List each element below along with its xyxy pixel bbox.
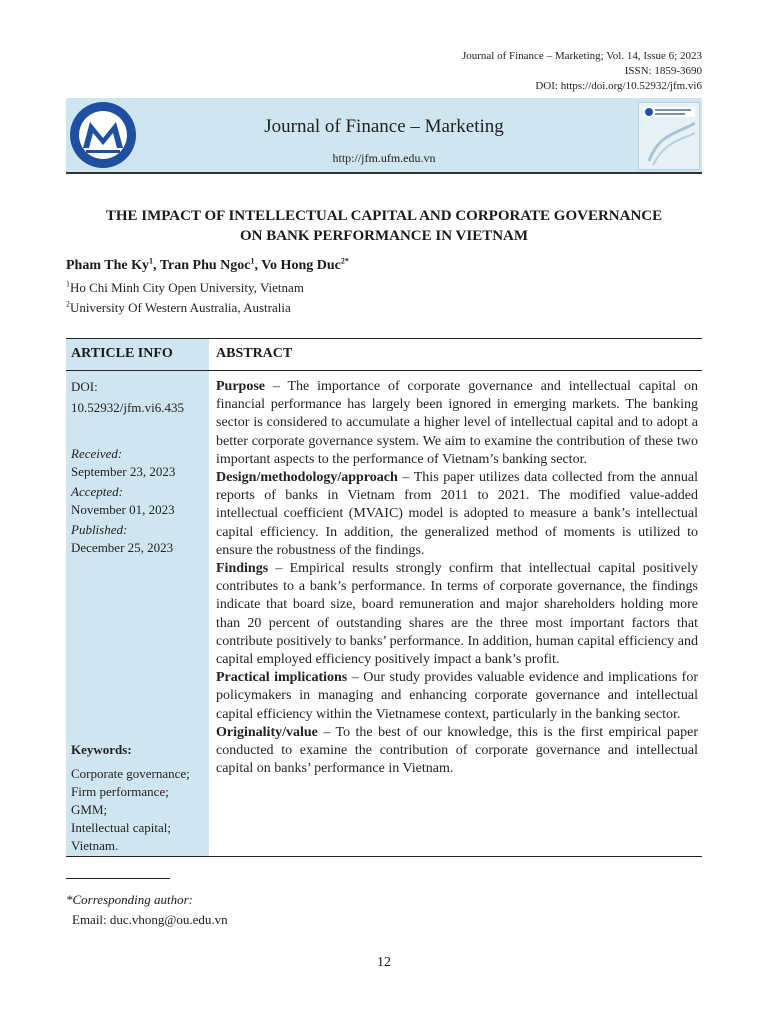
box-header-rule bbox=[66, 370, 702, 371]
received-date: September 23, 2023 bbox=[71, 464, 176, 479]
abstract-body bbox=[216, 378, 698, 778]
box-top-rule bbox=[66, 338, 702, 339]
affiliation-text: Ho Chi Minh City Open University, Vietnam bbox=[70, 280, 304, 295]
abstract-findings bbox=[216, 560, 698, 669]
journal-name: Journal of Finance – Marketing bbox=[264, 116, 504, 137]
journal-meta bbox=[462, 49, 702, 94]
keyword-item: Corporate governance; bbox=[71, 766, 190, 781]
corresponding-email[interactable]: Email: duc.vhong@ou.edu.vn bbox=[72, 912, 228, 927]
keyword-item: GMM; bbox=[71, 802, 108, 817]
keywords-label: Keywords: bbox=[71, 742, 132, 757]
corresponding-author-label: *Corresponding author: bbox=[66, 892, 193, 907]
citation-line: Journal of Finance – Marketing; Vol. 14, Issue 6; 2023 bbox=[461, 50, 702, 62]
page-number: 12 bbox=[377, 955, 391, 970]
author-affiliation-mark: 1 bbox=[250, 256, 255, 266]
author-affiliation-mark: 1 bbox=[148, 256, 153, 266]
section-text: – Our study provides valuable evidence and implications for policymakers in managing and enhancing corporate governance and intellectual capital efficiency within the Vietnamese context, particularly in the banking sector. bbox=[216, 670, 698, 722]
section-text: – This paper utilizes data collected from the annual reports of banks in Vietnam from 2011 to 2021. The modified value-added intellectual coefficient (MVAIC) model is adopted to measure a bank’s intellectual capital efficiency. In addition, the generalized method of moments is utilized to ensure the robustness of the findings. bbox=[216, 470, 698, 558]
journal-url[interactable]: http://jfm.ufm.edu.vn bbox=[332, 151, 436, 165]
author-name: Pham The Ky bbox=[66, 258, 149, 273]
section-text: – The importance of corporate governance and intellectual capital on financial performance has largely been ignored in emerging markets. The banking sector is considered to accumulate a higher level of intellectual capital and to adopt a better corporate governance system. We aim to examine the contribution of these two important aspects to the performance of Vietnam’s banking sector. bbox=[216, 379, 698, 467]
title-line-2: ON BANK PERFORMANCE IN VIETNAM bbox=[239, 228, 529, 244]
published-date: December 25, 2023 bbox=[71, 540, 174, 555]
received-label: Received: bbox=[71, 446, 123, 461]
paper-title bbox=[66, 206, 702, 246]
abstract-purpose bbox=[216, 378, 698, 469]
abstract-design bbox=[216, 469, 698, 560]
doi-label: DOI: bbox=[71, 379, 98, 394]
section-text: – Empirical results strongly confirm that intellectual capital positively contributes to a bank’s performance. In terms of corporate governance, the findings indicate that board size, board remuneration and major shareholders holding more than 20 percent of outstanding shares are the three most important factors that contribute positively to banks’ performance. In addition, human capital efficiency and capital employed efficiency positively impact a bank’s profit. bbox=[216, 561, 698, 668]
abstract-practical bbox=[216, 669, 698, 724]
section-label: Design/methodology/approach bbox=[216, 470, 398, 486]
affiliation-1 bbox=[66, 280, 304, 296]
affiliation-mark: 2 bbox=[66, 299, 70, 309]
footnote-rule bbox=[66, 878, 170, 879]
abstract-heading: ABSTRACT bbox=[216, 346, 293, 361]
title-line-1: THE IMPACT OF INTELLECTUAL CAPITAL AND CORPORATE GOVERNANCE bbox=[105, 208, 663, 224]
author-name: Tran Phu Ngoc bbox=[159, 258, 251, 273]
doi-block bbox=[71, 378, 211, 417]
keyword-item: Firm performance; bbox=[71, 784, 169, 799]
issn-line: ISSN: 1859-3690 bbox=[624, 65, 702, 77]
box-bottom-rule bbox=[66, 856, 702, 857]
keyword-item: Intellectual capital; bbox=[71, 820, 171, 835]
section-label: Originality/value bbox=[216, 724, 318, 740]
dates-block bbox=[71, 445, 211, 557]
doi-value[interactable]: 10.52932/jfm.vi6.435 bbox=[71, 400, 185, 415]
section-label: Findings bbox=[216, 561, 269, 577]
affiliation-text: University Of Western Australia, Australia bbox=[70, 300, 291, 315]
journal-banner bbox=[66, 98, 702, 174]
article-info-heading: ARTICLE INFO bbox=[71, 346, 173, 361]
published-label: Published: bbox=[71, 522, 128, 537]
author-name: Vo Hong Duc bbox=[261, 258, 341, 273]
doi-line: DOI: https://doi.org/10.52932/jfm.vi6 bbox=[535, 80, 702, 92]
journal-cover-thumbnail bbox=[638, 102, 700, 170]
accepted-date: November 01, 2023 bbox=[71, 502, 175, 517]
affiliation-mark: 1 bbox=[66, 279, 70, 289]
author-affiliation-mark: 2* bbox=[340, 256, 349, 266]
author-list: Pham The Ky$^1$, Tran Phu Ngoc$^1$, Vo Hong Duc$^{2*}$ bbox=[66, 256, 349, 273]
section-text: – To the best of our knowledge, this is the first empirical paper conducted to examine the contribution of corporate governance and intellectual capital on banks’ performance in Vietnam. bbox=[216, 724, 698, 777]
accepted-label: Accepted: bbox=[71, 484, 123, 499]
abstract-originality bbox=[216, 724, 698, 779]
keywords-block bbox=[71, 741, 211, 855]
keyword-item: Vietnam. bbox=[71, 838, 119, 853]
section-label: Purpose bbox=[216, 379, 265, 394]
section-label: Practical implications bbox=[216, 670, 348, 686]
affiliation-2 bbox=[66, 300, 291, 316]
